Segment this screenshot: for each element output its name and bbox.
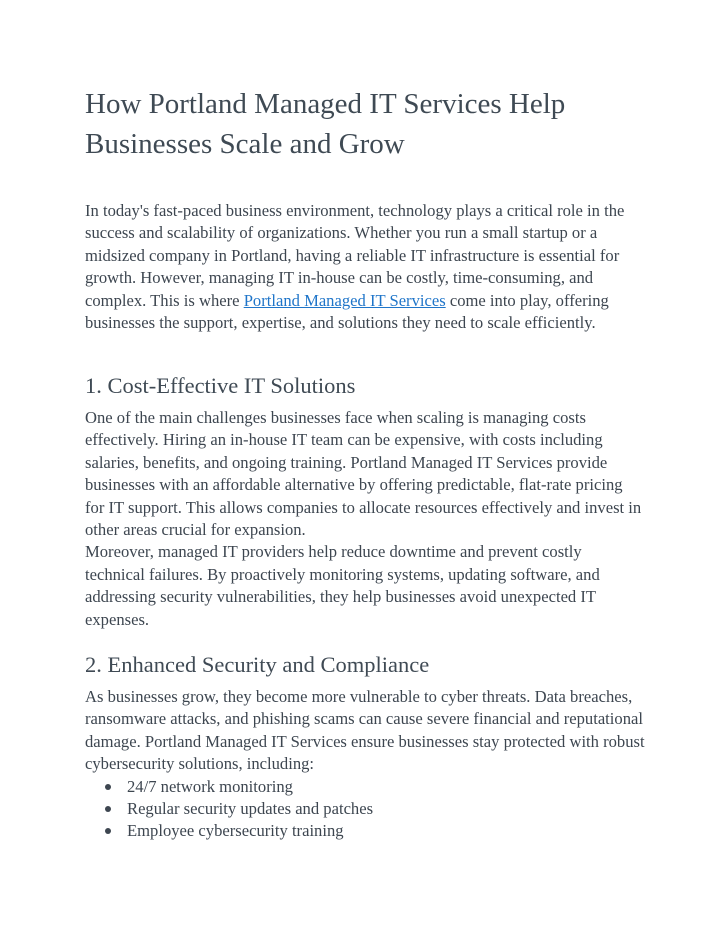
section-paragraph: One of the main challenges businesses face when scaling is managing costs effectively. Hiring an in-house IT team can be expensive, with costs including salaries, benefits, and ongoing training. Portland Managed IT Services provide businesses with an affordable alternative by offering predictable, flat-rate pricing for IT support. This allows companies to allocate resources effectively and invest in other areas crucial for expansion.	[85, 408, 642, 540]
section-heading: 1. Cost-Effective IT Solutions	[85, 373, 356, 398]
section-paragraph: Moreover, managed IT providers help reduce downtime and prevent costly technical failures. By proactively monitoring systems, updating software, and addressing security vulnerabilities, they help businesses avoid unexpected IT expenses.	[85, 542, 600, 629]
list-item-text: Regular security updates and patches	[127, 799, 374, 819]
list-item	[85, 776, 645, 798]
intro-text-after-link: come into play, offering businesses the support, expertise, and solutions they need to scale efficiently.	[85, 290, 609, 333]
list-item	[85, 820, 645, 842]
list-item	[85, 798, 645, 820]
intro-paragraph	[85, 200, 645, 334]
list-item-text: Employee cybersecurity training	[127, 821, 344, 841]
security-bullet-list	[85, 776, 645, 843]
bullet-icon	[105, 806, 111, 812]
intro-text-before-link: In today's fast-paced business environment, technology plays a critical role in the success and scalability of organizations. Whether you run a small startup or a midsized company in Portland, having a reliable IT infrastructure is essential for growth. However, managing IT in-house can be costly, time-consuming, and complex. This is where	[85, 201, 625, 310]
section-paragraph: As businesses grow, they become more vulnerable to cyber threats. Data breaches, ransomware attacks, and phishing scams can cause severe financial and reputational damage. Portland Managed IT Services ensure businesses stay protected with robust cybersecurity solutions, including:	[85, 687, 645, 774]
bullet-icon	[105, 784, 111, 790]
portland-managed-it-link[interactable]: Portland Managed IT Services	[243, 290, 446, 310]
page-title: How Portland Managed IT Services Help Businesses Scale and Grow	[85, 88, 566, 160]
bullet-icon	[105, 828, 111, 834]
list-item-text: 24/7 network monitoring	[127, 776, 293, 796]
section-cost-effective	[85, 371, 645, 631]
document-page	[85, 84, 645, 841]
section-security-compliance	[85, 650, 645, 843]
section-heading: 2. Enhanced Security and Compliance	[85, 652, 430, 677]
